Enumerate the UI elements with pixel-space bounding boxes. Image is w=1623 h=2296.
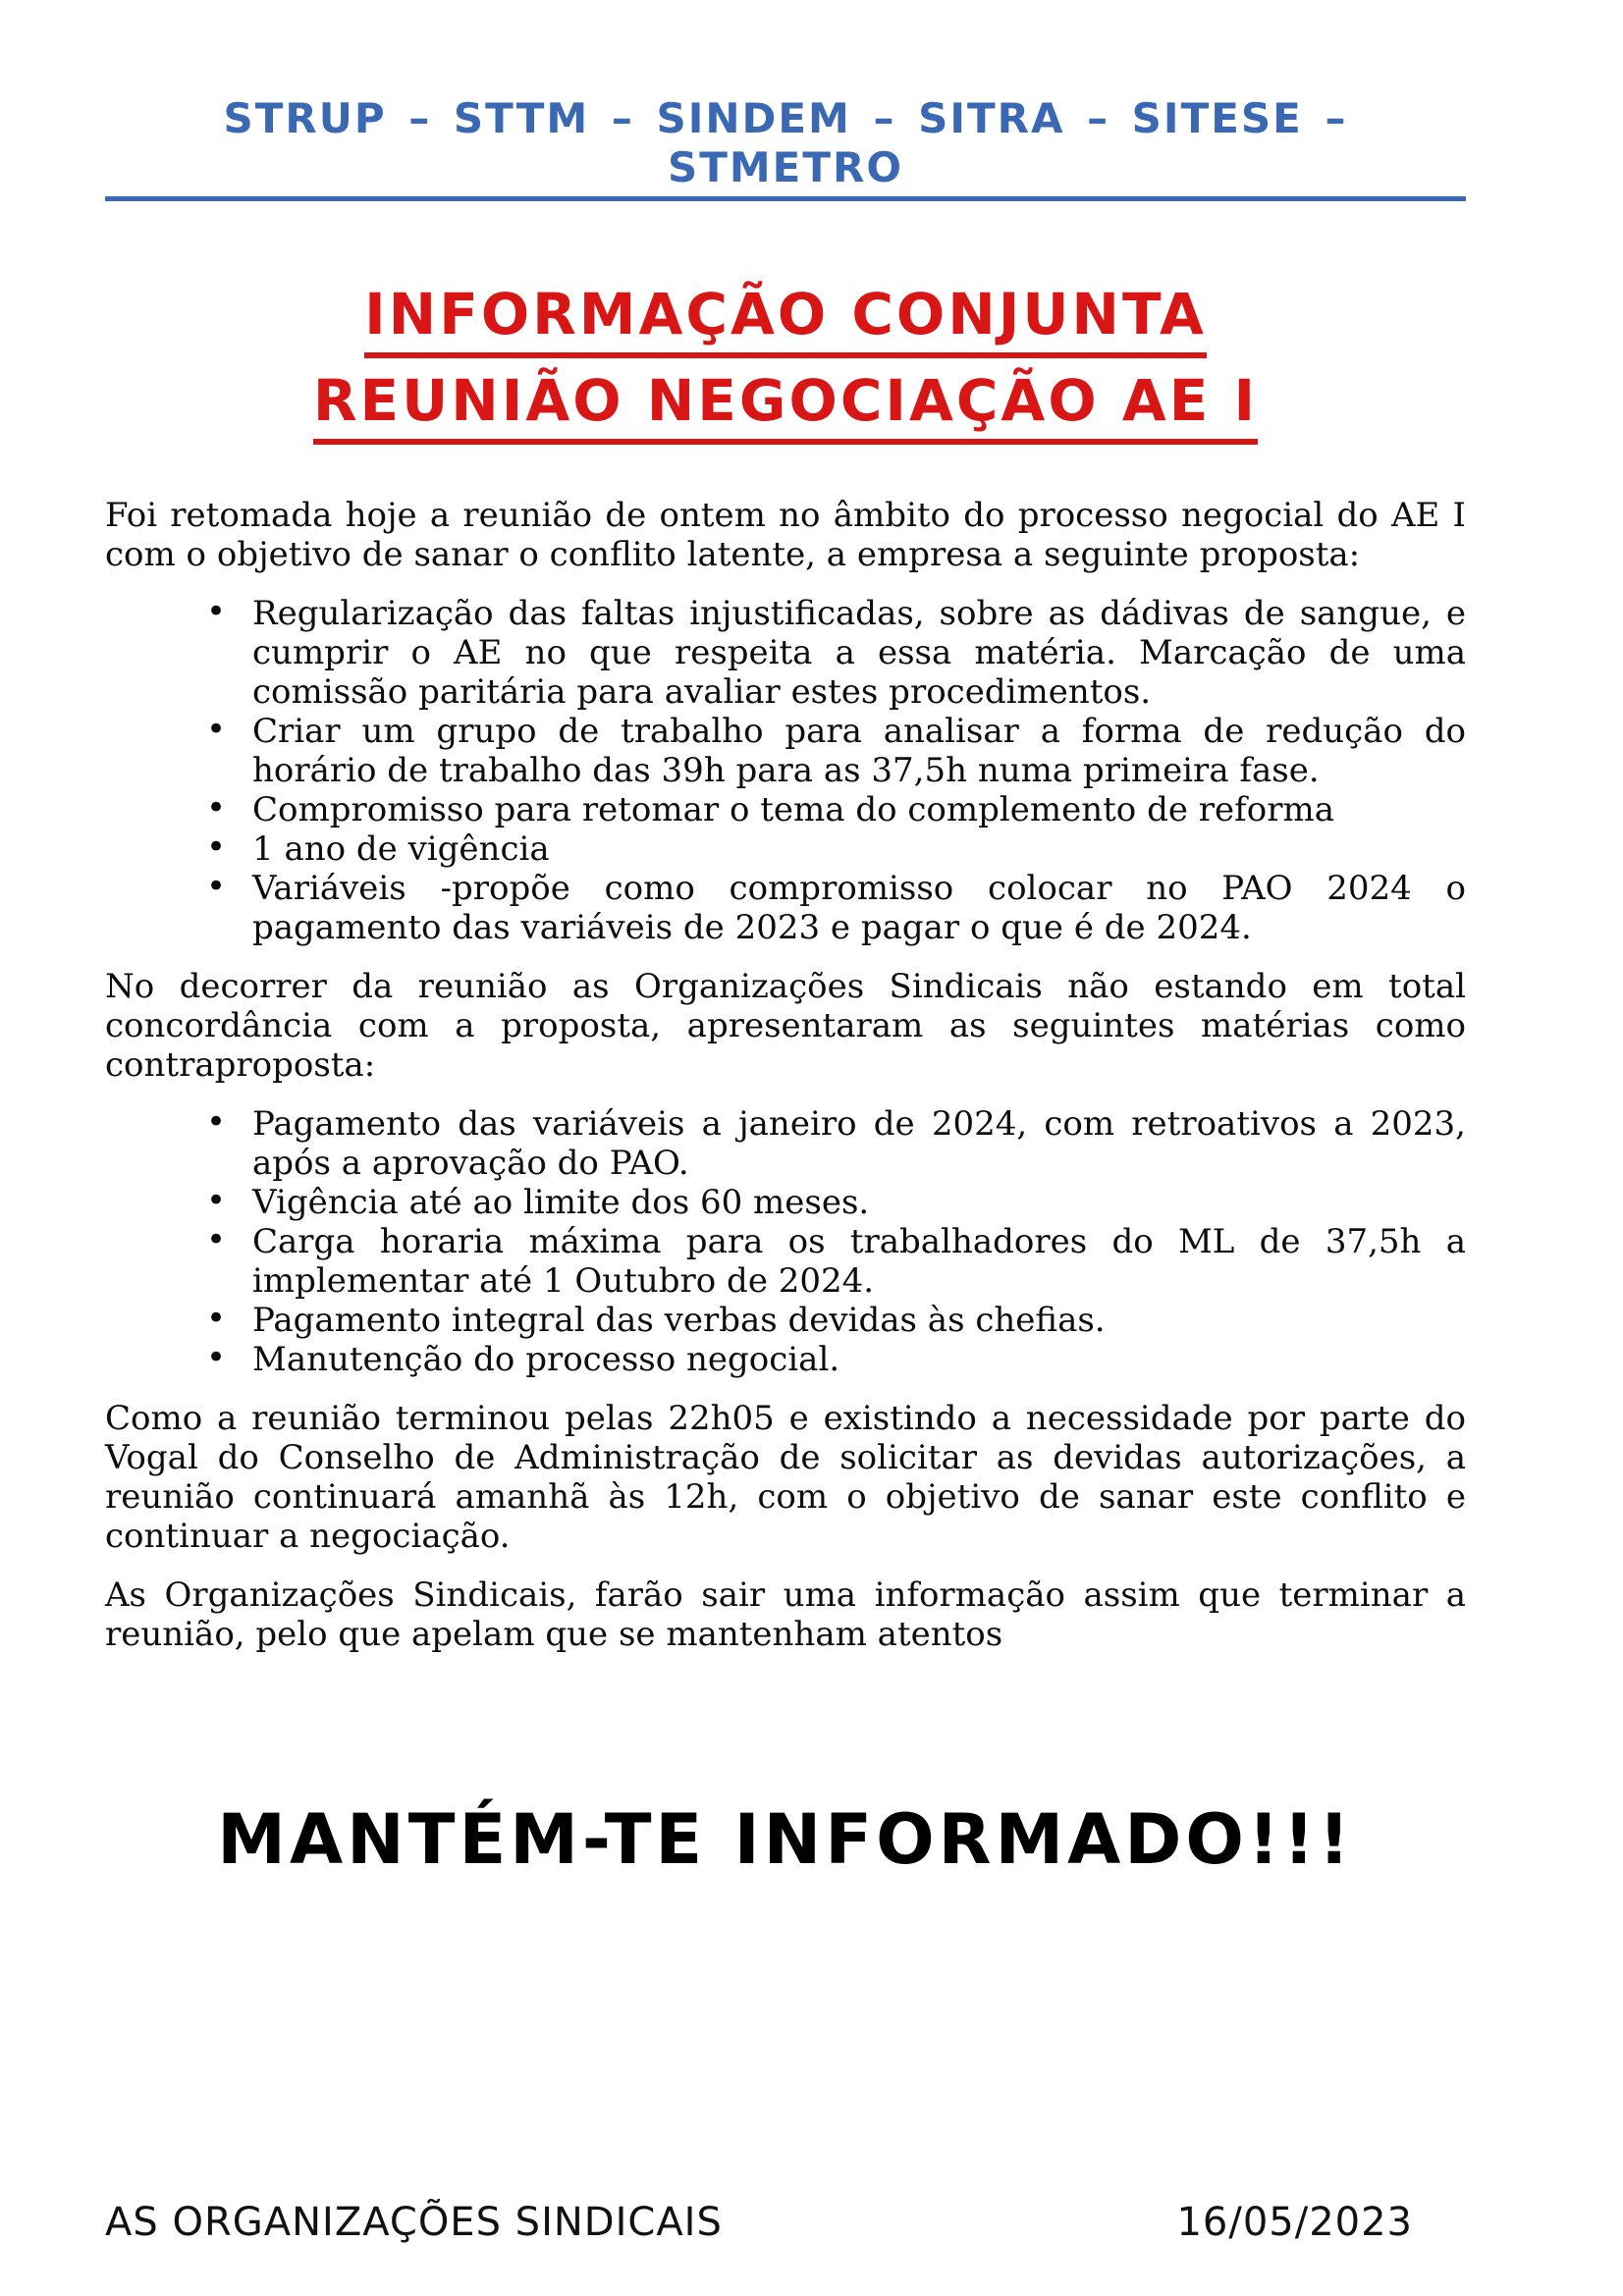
document-body — [105, 496, 1466, 1654]
bullet-icon: • — [206, 592, 227, 632]
list-item — [105, 1340, 1466, 1379]
bullet-icon: • — [206, 1220, 227, 1260]
slogan-text: MANTÉM-TE INFORMADO!!! — [217, 1799, 1354, 1881]
list-item — [105, 594, 1466, 712]
list-item-text: Vigência até ao limite dos 60 meses. — [252, 1183, 870, 1223]
title-line-1-text: INFORMAÇÃO CONJUNTA — [364, 278, 1207, 358]
bullet-icon: • — [206, 710, 227, 750]
list-item — [105, 1104, 1466, 1183]
list-item — [105, 1183, 1466, 1222]
company-proposal-list — [105, 594, 1466, 947]
meeting-end-paragraph: Como a reunião terminou pelas 22h05 e existindo a necessidade por parte do Vogal do Conselho de Administração de solicitar as devidas autorizações, a reunião continuará amanhã às 12h, com o objetivo de sanar este conflito e continuar a negociação. — [105, 1399, 1466, 1557]
list-item-text: Criar um grupo de trabalho para analisar a forma de redução do horário de trabalho das 39h para as 37,5h numa primeira fase. — [252, 712, 1466, 791]
footer — [105, 2200, 1413, 2245]
title-line-1 — [105, 278, 1466, 358]
title-line-2 — [105, 364, 1466, 445]
bullet-icon: • — [206, 867, 227, 907]
title-line-2-text: REUNIÃO NEGOCIAÇÃO AE I — [313, 364, 1258, 445]
list-item-text: Pagamento integral das verbas devidas às chefias. — [252, 1301, 1106, 1341]
list-item-text: Compromisso para retomar o tema do complemento de reforma — [252, 790, 1334, 830]
list-item-text: Pagamento das variáveis a janeiro de 2024, com retroativos a 2023, após a aprovação do PAO. — [252, 1104, 1466, 1184]
stay-tuned-paragraph: As Organizações Sindicais, farão sair uma informação assim que terminar a reunião, pelo que apelam que se mantenham atentos — [105, 1575, 1466, 1655]
bullet-icon: • — [206, 1299, 227, 1339]
union-names-header — [105, 94, 1466, 201]
list-item-text: Variáveis -propõe como compromisso colocar no PAO 2024 o pagamento das variáveis de 2023 e pagar o que é de 2024. — [252, 869, 1466, 948]
counterproposal-intro-paragraph: No decorrer da reunião as Organizações Sindicais não estando em total concordância com a proposta, apresentaram as seguintes matérias como contraproposta: — [105, 967, 1466, 1086]
intro-paragraph: Foi retomada hoje a reunião de ontem no âmbito do processo negocial do AE I com o objetivo de sanar o conflito latente, a empresa a seguinte proposta: — [105, 496, 1466, 575]
bullet-icon: • — [206, 1181, 227, 1221]
list-item — [105, 829, 1466, 869]
list-item — [105, 1301, 1466, 1340]
list-item — [105, 712, 1466, 790]
document-title — [105, 278, 1466, 445]
list-item-text: 1 ano de vigência — [252, 829, 550, 870]
list-item-text: Regularização das faltas injustificadas, sobre as dádivas de sangue, e cumprir o AE no que respeita a essa matéria. Marcação de uma comissão paritária para avaliar estes procedimentos. — [252, 594, 1466, 713]
bullet-icon: • — [206, 1102, 227, 1143]
bullet-icon: • — [206, 1338, 227, 1378]
bullet-icon: • — [206, 828, 227, 868]
footer-signature: AS ORGANIZAÇÕES SINDICAIS — [105, 2200, 723, 2245]
list-item-text: Manutenção do processo negocial. — [252, 1340, 840, 1380]
footer-date: 16/05/2023 — [1176, 2200, 1413, 2245]
list-item — [105, 790, 1466, 829]
list-item — [105, 869, 1466, 947]
union-names-text: STRUP – STTM – SINDEM – SITRA – SITESE – STMETRO — [105, 94, 1466, 201]
union-counterproposal-list — [105, 1104, 1466, 1379]
bullet-icon: • — [206, 788, 227, 828]
list-item — [105, 1222, 1466, 1301]
list-item-text: Carga horaria máxima para os trabalhadores do ML de 37,5h a implementar até 1 Outubro de 2024. — [252, 1222, 1466, 1302]
